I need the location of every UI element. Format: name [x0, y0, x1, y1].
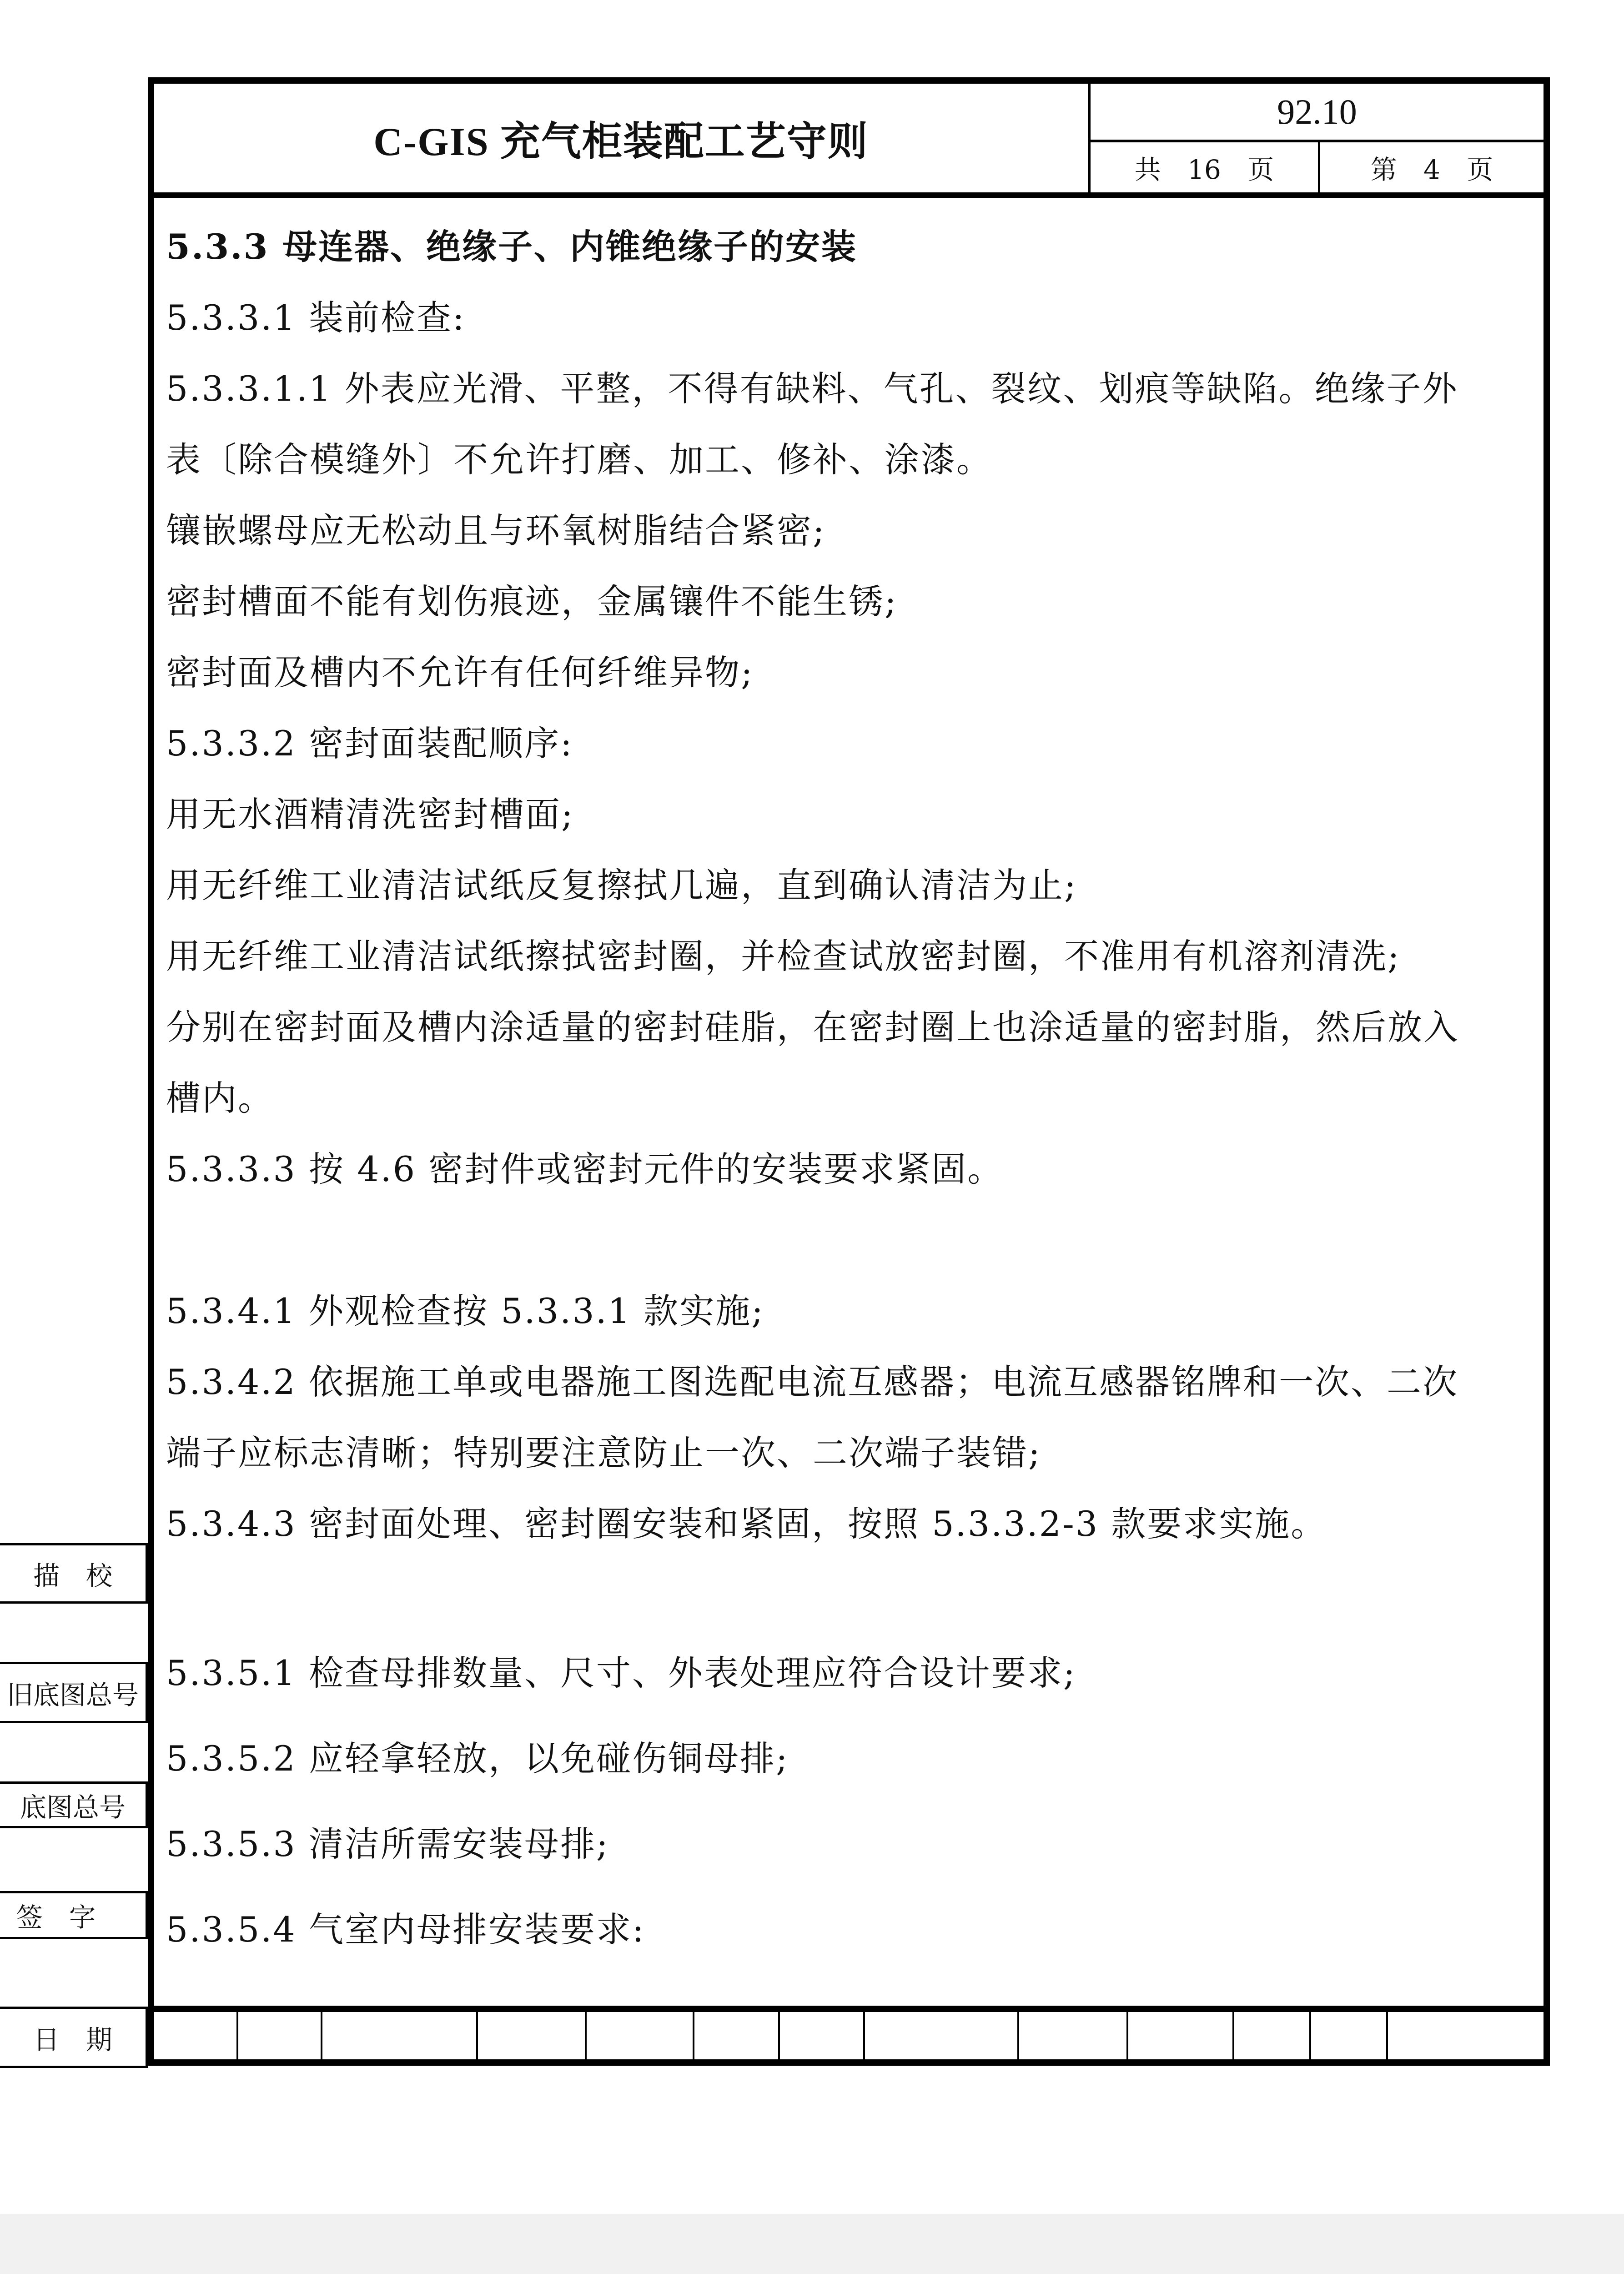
text-line: 5.3.5.4 气室内母排安装要求:: [166, 1909, 645, 1950]
side-label-drawing-no: [0, 1781, 148, 1828]
side-label-text: 底图总号: [20, 1791, 126, 1823]
footer-divider: [154, 2006, 1544, 2012]
text-line: 密封面及槽内不允许有任何纤维异物;: [166, 652, 754, 693]
document-body: [166, 211, 1539, 1972]
text-line: 分别在密封面及槽内涂适量的密封硅脂，在密封圈上也涂适量的密封脂，然后放入: [166, 1007, 1459, 1047]
text-line: 槽内。: [166, 1078, 274, 1118]
footer-cell-divider: [1126, 2012, 1128, 2059]
text-line: 5.3.3.2 密封面装配顺序:: [166, 723, 573, 764]
side-label-text: 描 校: [33, 1560, 112, 1591]
text-line: 密封槽面不能有划伤痕迹，金属镶件不能生锈;: [166, 581, 898, 622]
side-label-trace: [0, 1543, 148, 1604]
footer-cell-divider: [863, 2012, 865, 2059]
total-pages: 共 16 页: [1134, 154, 1274, 185]
text-line: 用无纤维工业清洁试纸擦拭密封圈，并检查试放密封圈，不准用有机溶剂清洗;: [166, 936, 1401, 976]
footer-cell-divider: [236, 2012, 238, 2059]
footer-cell-divider: [321, 2012, 322, 2059]
blank-line: [166, 1560, 1539, 1630]
section-heading: 5.3.3 母连器、绝缘子、内锥绝缘子的安装: [166, 226, 858, 267]
text-line: 5.3.4.1 外观检查按 5.3.3.1 款实施;: [166, 1291, 764, 1331]
page-bottom-band: [0, 2214, 1624, 2274]
footer-cell-divider: [1309, 2012, 1311, 2059]
text-line: 5.3.5.3 清洁所需安装母排;: [166, 1824, 609, 1864]
footer-cell-divider: [1232, 2012, 1234, 2059]
side-label-signature: [0, 1891, 148, 1939]
footer-cell-divider: [585, 2012, 587, 2059]
text-line: 5.3.4.2 依据施工单或电器施工图选配电流互感器；电流互感器铭牌和一次、二次: [166, 1362, 1459, 1402]
side-label-text: 日 期: [33, 2024, 112, 2055]
text-line: 镶嵌螺母应无松动且与环氧树脂结合紧密;: [166, 510, 826, 551]
text-line: 5.3.4.3 密封面处理、密封圈安装和紧固，按照 5.3.3.2-3 款要求实施。: [166, 1504, 1327, 1544]
text-line: 表〔除合模缝外〕不允许打磨、加工、修补、涂漆。: [166, 439, 992, 480]
header-divider: [154, 192, 1544, 198]
side-label-text: 签 字: [16, 1902, 96, 1933]
document-number: 92.10: [1277, 91, 1357, 131]
footer-cell-divider: [476, 2012, 478, 2059]
document-title: C-GIS 充气柜装配工艺守则: [373, 120, 869, 164]
footer-cell-divider: [778, 2012, 780, 2059]
side-label-old-drawing-no: [0, 1662, 148, 1723]
page-number: 第 4 页: [1370, 154, 1493, 185]
footer-cell-divider: [693, 2012, 694, 2059]
blank-line: [166, 1205, 1539, 1276]
text-line: 5.3.5.2 应轻拿轻放，以免碰伤铜母排;: [166, 1738, 789, 1779]
text-line: 5.3.3.1 装前检查:: [166, 297, 466, 338]
footer-cell-divider: [1386, 2012, 1388, 2059]
text-line: 用无纤维工业清洁试纸反复擦拭几遍，直到确认清洁为止;: [166, 865, 1077, 906]
text-line: 端子应标志清晰；特别要注意防止一次、二次端子装错;: [166, 1433, 1041, 1473]
text-line: 5.3.3.1.1 外表应光滑、平整，不得有缺料、气孔、裂纹、划痕等缺陷。绝缘子外: [166, 368, 1458, 409]
text-line: 5.3.3.3 按 4.6 密封件或密封元件的安装要求紧固。: [166, 1149, 1004, 1189]
footer-cell-divider: [1017, 2012, 1019, 2059]
side-label-text: 旧底图总号: [6, 1679, 139, 1711]
text-line: 用无水酒精清洗密封槽面;: [166, 794, 574, 835]
text-line: 5.3.5.1 检查母排数量、尺寸、外表处理应符合设计要求;: [166, 1653, 1076, 1693]
side-label-date: [0, 2007, 148, 2068]
